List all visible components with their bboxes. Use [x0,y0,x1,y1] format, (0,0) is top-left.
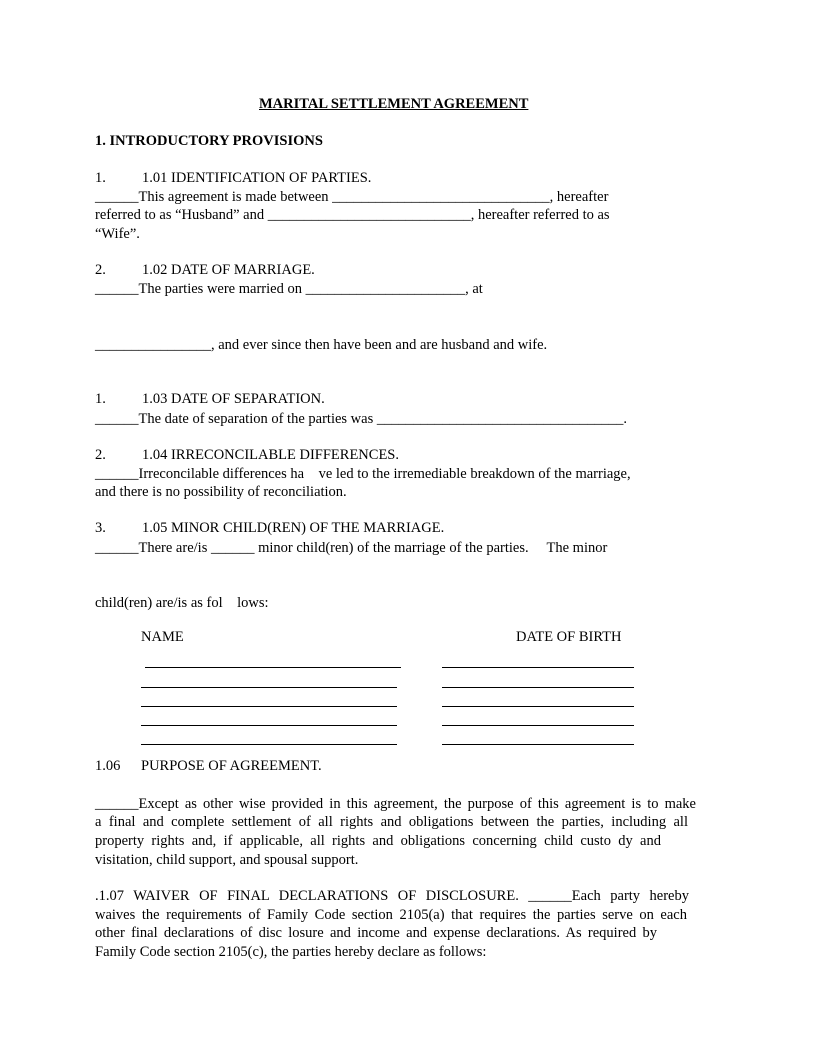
body-line: other final declarations of disc losure and income and expense declarations. As required by [95,925,657,941]
child-name-line[interactable] [141,706,397,707]
body-line: “Wife”. [95,226,140,242]
body-line: referred to as “Husband” and ____________________________, hereafter referred to as [95,207,610,223]
subsection-heading: 1.03 DATE OF SEPARATION. [142,391,325,407]
section-heading: 1. INTRODUCTORY PROVISIONS [95,133,323,149]
child-name-line[interactable] [145,667,401,668]
child-name-line[interactable] [141,744,397,745]
body-line: child(ren) are/is as fol lows: [95,595,269,611]
subsection-heading: 1.04 IRRECONCILABLE DIFFERENCES. [142,447,399,463]
subsection-heading: PURPOSE OF AGREEMENT. [141,758,322,774]
body-line: a final and complete settlement of all rights and obligations between the parties, including all [95,814,688,830]
section-number: 1. [95,391,106,407]
child-dob-line[interactable] [442,744,634,745]
child-dob-line[interactable] [442,725,634,726]
document-title: MARITAL SETTLEMENT AGREEMENT [259,96,529,112]
section-number: 1.06 [95,758,121,774]
body-line: ______There are/is ______ minor child(ren) of the marriage of the parties. The minor [95,540,608,556]
body-line: visitation, child support, and spousal support. [95,852,359,868]
body-line: ______This agreement is made between ______________________________, hereafter [95,189,609,205]
body-line: ______Irreconcilable differences ha ve led to the irremediable breakdown of the marriage, [95,466,631,482]
child-dob-line[interactable] [442,706,634,707]
child-dob-line[interactable] [442,687,634,688]
child-name-line[interactable] [141,725,397,726]
body-line: Family Code section 2105(c), the parties hereby declare as follows: [95,944,487,960]
subsection-heading: 1.01 IDENTIFICATION OF PARTIES. [142,170,372,186]
body-line: ______The date of separation of the parties was __________________________________. [95,411,627,427]
body-line: waives the requirements of Family Code section 2105(a) that requires the parties serve on each [95,907,687,923]
child-dob-line[interactable] [442,667,634,668]
name-column-header: NAME [141,629,184,645]
child-name-line[interactable] [141,687,397,688]
section-number: 2. [95,447,106,463]
section-number: 1. [95,170,106,186]
body-line: ______Except as other wise provided in this agreement, the purpose of this agreement is to make [95,796,696,812]
section-number: 3. [95,520,106,536]
body-line: ______The parties were married on ______________________, at [95,281,483,297]
dob-column-header: DATE OF BIRTH [516,629,622,645]
section-number: 2. [95,262,106,278]
subsection-heading: .1.07 WAIVER OF FINAL DECLARATIONS OF DISCLOSURE. ______Each party hereby [95,888,689,904]
subsection-heading: 1.02 DATE OF MARRIAGE. [142,262,315,278]
body-line: ________________, and ever since then have been and are husband and wife. [95,337,548,353]
body-line: and there is no possibility of reconciliation. [95,484,347,500]
subsection-heading: 1.05 MINOR CHILD(REN) OF THE MARRIAGE. [142,520,445,536]
body-line: property rights and, if applicable, all rights and obligations concerning child custo dy and [95,833,661,849]
